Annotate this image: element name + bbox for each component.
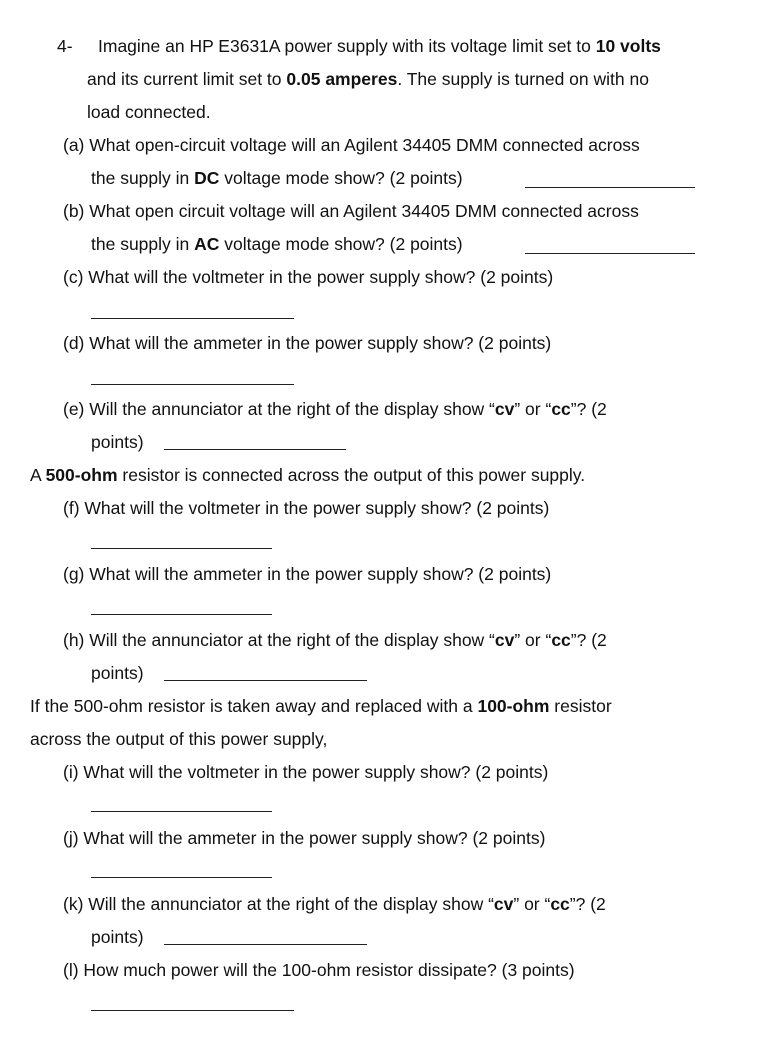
section-text: A: [30, 465, 46, 485]
section-text: If the 500-ohm resistor is taken away and replaced with a: [30, 696, 478, 716]
problem-number: 4-: [57, 36, 73, 56]
option-cc: cc: [551, 630, 571, 650]
intro-text: and its current limit set to: [87, 69, 287, 89]
option-cc: cc: [550, 894, 570, 914]
answer-blank-a[interactable]: [525, 187, 695, 188]
question-g: (g) What will the ammeter in the power supply show? (2 points): [63, 564, 552, 584]
question-text: (k) Will the annunciator at the right of the display show “: [63, 894, 494, 914]
section-500-ohm: [30, 465, 585, 485]
answer-blank-h[interactable]: [164, 680, 367, 681]
question-i: (i) What will the voltmeter in the power supply show? (2 points): [63, 762, 549, 782]
answer-blank-e[interactable]: [164, 449, 346, 450]
intro-line-1: [98, 36, 661, 56]
answer-blank-f[interactable]: [91, 548, 272, 549]
option-cv: cv: [494, 630, 515, 650]
question-e-line-1: [63, 399, 607, 419]
section-100-ohm-line-1: [30, 696, 612, 716]
option-cv: cv: [493, 894, 514, 914]
question-f: (f) What will the voltmeter in the power supply show? (2 points): [63, 498, 550, 518]
resistor-100-ohm: 100-ohm: [477, 696, 550, 716]
answer-blank-l[interactable]: [91, 1010, 294, 1011]
question-l: (l) How much power will the 100-ohm resistor dissipate? (3 points): [63, 960, 575, 980]
question-text: the supply in: [91, 168, 195, 188]
question-a-line-2: [91, 168, 463, 188]
answer-blank-k[interactable]: [164, 944, 367, 945]
intro-line-2: [87, 69, 649, 89]
answer-blank-j[interactable]: [91, 877, 272, 878]
question-k-line-2: points): [91, 927, 144, 947]
question-text: the supply in: [91, 234, 195, 254]
option-cv: cv: [494, 399, 515, 419]
answer-blank-b[interactable]: [525, 253, 695, 254]
answer-blank-d[interactable]: [91, 384, 294, 385]
answer-blank-i[interactable]: [91, 811, 272, 812]
question-text: ” or “: [513, 894, 551, 914]
question-text: voltage mode show? (2 points): [219, 168, 463, 188]
mode-ac: AC: [194, 234, 220, 254]
current-limit-value: 0.05 amperes: [286, 69, 398, 89]
question-j: (j) What will the ammeter in the power supply show? (2 points): [63, 828, 546, 848]
question-text: ” or “: [514, 630, 552, 650]
question-text: voltage mode show? (2 points): [219, 234, 463, 254]
intro-line-3: load connected.: [87, 102, 211, 122]
section-100-ohm-line-2: across the output of this power supply,: [30, 729, 328, 749]
question-b-line-1: (b) What open circuit voltage will an Agilent 34405 DMM connected across: [63, 201, 639, 221]
question-text: (e) Will the annunciator at the right of the display show “: [63, 399, 495, 419]
question-h-line-1: [63, 630, 607, 650]
section-text: resistor: [549, 696, 612, 716]
voltage-limit-value: 10 volts: [595, 36, 661, 56]
question-text: (h) Will the annunciator at the right of the display show “: [63, 630, 495, 650]
question-text: ” or “: [514, 399, 552, 419]
question-text: ”? (2: [569, 894, 606, 914]
question-b-line-2: [91, 234, 463, 254]
question-k-line-1: [63, 894, 606, 914]
question-text: ”? (2: [570, 630, 607, 650]
question-h-line-2: points): [91, 663, 144, 683]
intro-text: Imagine an HP E3631A power supply with its voltage limit set to: [98, 36, 596, 56]
answer-blank-c[interactable]: [91, 318, 294, 319]
question-c: (c) What will the voltmeter in the power supply show? (2 points): [63, 267, 554, 287]
question-text: ”? (2: [570, 399, 607, 419]
intro-text: . The supply is turned on with no: [397, 69, 649, 89]
option-cc: cc: [551, 399, 571, 419]
question-e-line-2: points): [91, 432, 144, 452]
question-d: (d) What will the ammeter in the power supply show? (2 points): [63, 333, 552, 353]
answer-blank-g[interactable]: [91, 614, 272, 615]
question-a-line-1: (a) What open-circuit voltage will an Agilent 34405 DMM connected across: [63, 135, 640, 155]
section-text: resistor is connected across the output of this power supply.: [117, 465, 586, 485]
resistor-500-ohm: 500-ohm: [45, 465, 118, 485]
mode-dc: DC: [194, 168, 220, 188]
